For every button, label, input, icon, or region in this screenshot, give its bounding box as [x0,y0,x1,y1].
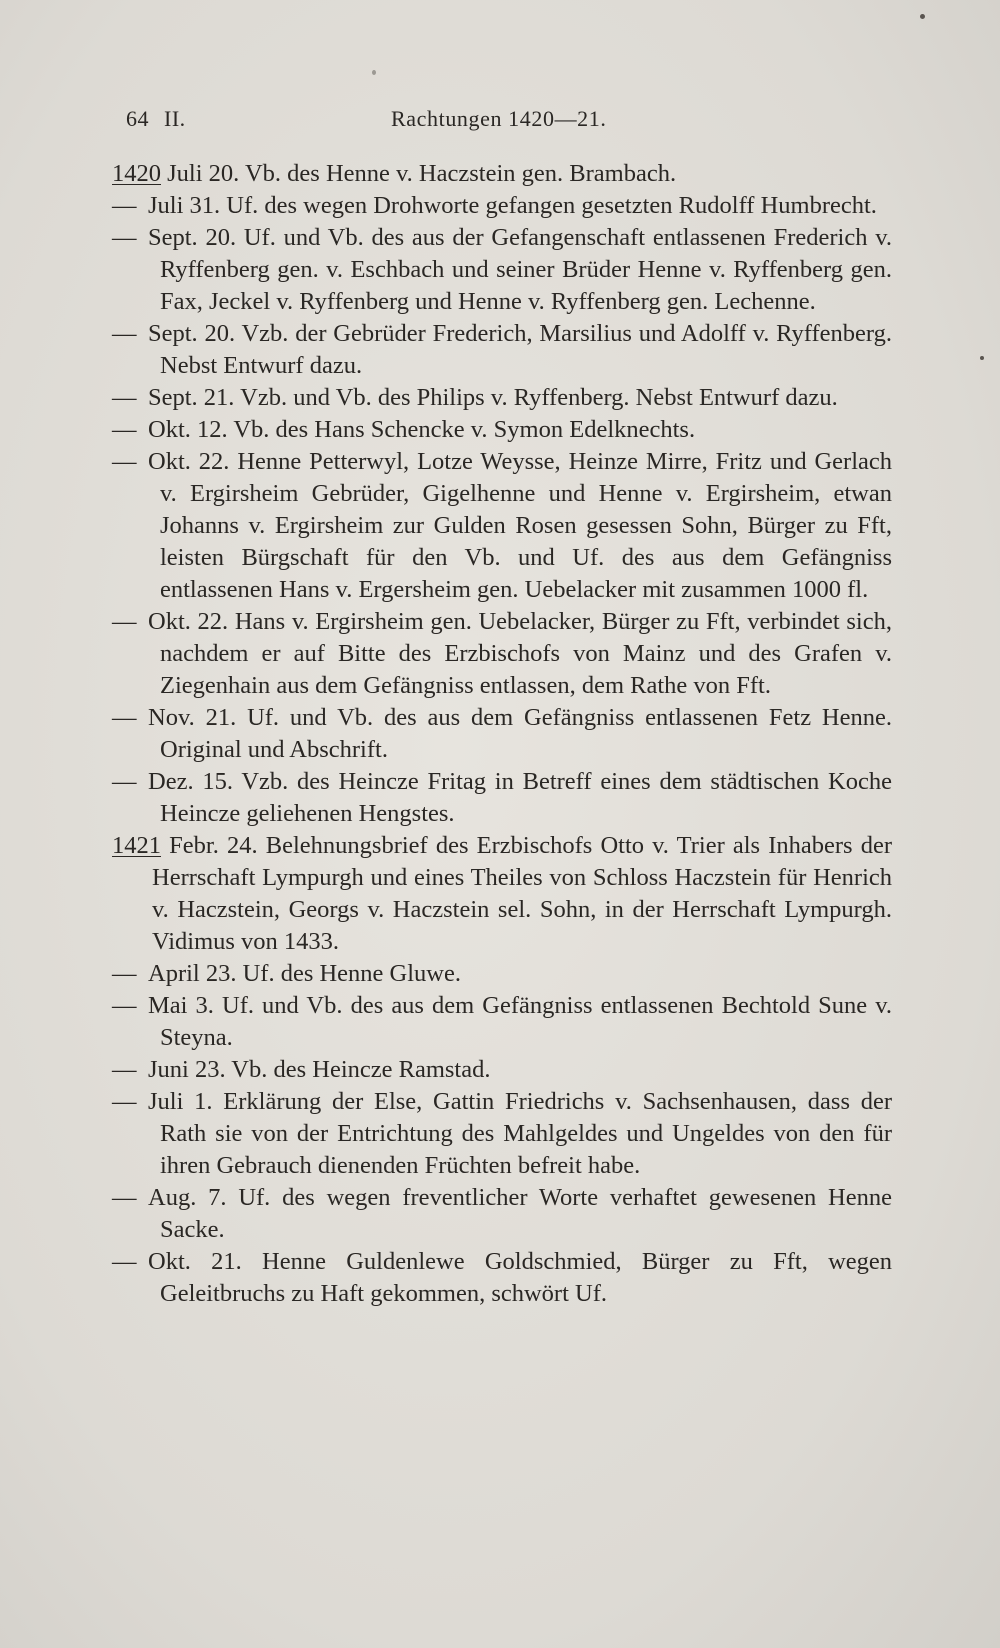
entry-date: April 23. [148,960,237,987]
section-number: II. [164,106,186,131]
entry-dash: — [112,320,137,347]
entry-text: Uf. und Vb. des aus dem Gefängniss entlassenen Bechtold Sune v. Steyna. [160,992,892,1051]
entry-list [112,158,892,1310]
list-item [112,830,892,958]
entry-text: Uf. des wegen freventlicher Worte verhaftet gewesenen Henne Sacke. [160,1184,892,1243]
list-item [112,190,892,222]
entry-dash: — [112,224,137,251]
list-item [112,1246,892,1310]
entry-text: Erklärung der Else, Gattin Friedrichs v. Sachsenhausen, dass der Rath sie von der Entrichtung des Mahlgeldes und Ungeldes von den für ihren Gebrauch dienenden Früchten befreit habe. [160,1088,892,1179]
entry-dash: — [112,1184,137,1211]
entry-dash: — [112,1056,137,1083]
list-item [112,958,892,990]
list-item [112,1182,892,1246]
entry-date: Juli 1. [148,1088,213,1115]
paper-speck [372,70,376,75]
entry-dash: — [112,992,137,1019]
entry-dash: — [112,416,137,443]
paper-speck [920,14,925,19]
entry-text: Hans v. Ergirsheim gen. Uebelacker, Bürger zu Fft, verbindet sich, nachdem er auf Bitte des Erzbischofs von Mainz und des Grafen v. Ziegenhain aus dem Gefängniss entlassen, dem Rathe von Fft. [160,608,892,699]
entry-text: Vzb. der Gebrüder Frederich, Marsilius und Adolff v. Ryffenberg. Nebst Entwurf dazu. [160,320,893,379]
entry-date: Juli 20. [167,160,240,187]
entry-dash: — [112,960,137,987]
entry-year: 1421 [112,832,161,859]
entry-year: 1420 [112,160,161,187]
entry-date: Dez. 15. [148,768,233,795]
paper-speck [980,356,984,360]
entry-text: Belehnungsbrief des Erzbischofs Otto v. Trier als Inhabers der Herrschaft Lympurgh und eines Theiles von Schloss Haczstein für Henrich v. Haczstein, Georgs v. Haczstein sel. Sohn, in der Herrschaft Lympurgh. Vidimus von 1433. [152,832,893,955]
entry-text: Uf. des wegen Drohworte gefangen gesetzten Rudolff Humbrecht. [226,192,877,219]
entry-text: Uf. und Vb. des aus dem Gefängniss entlassenen Fetz Henne. Original und Abschrift. [160,704,893,763]
entry-text: Vb. des Heincze Ramstad. [231,1056,491,1083]
entry-text: Vb. des Hans Schencke v. Symon Edelknechts. [233,416,696,443]
entry-text: Vzb. des Heincze Fritag in Betreff eines dem städtischen Koche Heincze geliehenen Hengstes. [160,768,892,827]
entry-text: Henne Guldenlewe Goldschmied, Bürger zu Fft, wegen Geleitbruchs zu Haft gekommen, schwört Uf. [160,1248,893,1307]
entry-text: Henne Petterwyl, Lotze Weysse, Heinze Mirre, Fritz und Gerlach v. Ergirsheim Gebrüder, Gigelhenne und Henne v. Ergirsheim, etwan Johanns v. Ergirsheim zur Gulden Rosen gesessen Sohn, Bürger zu Fft, leisten Bürgschaft für den Vb. und Uf. des aus dem Gefängniss entlassenen Hans v. Ergersheim gen. Uebelacker mit zusammen 1000 fl. [160,448,893,603]
entry-text: Uf. des Henne Gluwe. [242,960,461,987]
entry-date: Aug. 7. [148,1184,227,1211]
list-item [112,606,892,702]
entry-text: Vb. des Henne v. Haczstein gen. Brambach. [244,160,677,187]
list-item [112,446,892,606]
entry-date: Nov. 21. [148,704,237,731]
entry-date: Juli 31. [148,192,221,219]
list-item [112,990,892,1054]
entry-date: Okt. 21. [148,1248,242,1275]
running-title: Rachtungen 1420—21. [391,106,607,131]
running-header [126,106,886,140]
entry-date: Juni 23. [148,1056,226,1083]
entry-dash: — [112,1248,137,1275]
entry-dash: — [112,384,137,411]
list-item [112,1054,892,1086]
entry-dash: — [112,192,137,219]
list-item [112,158,892,190]
list-item [112,414,892,446]
entry-date: Okt. 22. [148,608,229,635]
entry-date: Febr. 24. [169,832,258,859]
entry-dash: — [112,1088,137,1115]
list-item [112,222,892,318]
entry-dash: — [112,608,137,635]
entry-date: Sept. 20. [148,320,236,347]
page-number: 64 [126,106,149,131]
entry-date: Sept. 20. [148,224,237,251]
entry-text: Vzb. und Vb. des Philips v. Ryffenberg. Nebst Entwurf dazu. [240,384,838,411]
entry-text: Uf. und Vb. des aus der Gefangenschaft entlassenen Frederich v. Ryffenberg gen. v. Eschbach und seiner Brüder Henne v. Ryffenberg gen. Fax, Jeckel v. Ryffenberg und Henne v. Ryffenberg gen. Lechenne. [160,224,892,315]
entry-dash: — [112,768,137,795]
list-item [112,766,892,830]
entry-date: Okt. 22. [148,448,230,475]
entry-date: Mai 3. [148,992,214,1019]
list-item [112,702,892,766]
entry-date: Sept. 21. [148,384,235,411]
list-item [112,318,892,382]
list-item [112,1086,892,1182]
entry-dash: — [112,448,137,475]
list-item [112,382,892,414]
entry-dash: — [112,704,137,731]
entry-date: Okt. 12. [148,416,228,443]
